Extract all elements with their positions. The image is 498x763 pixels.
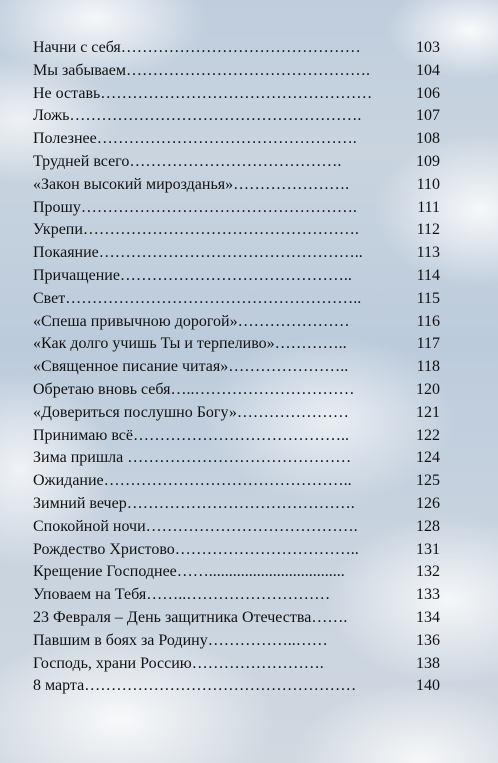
- toc-entry-title: Зимний вечер…………………………………….: [33, 494, 355, 512]
- toc-entry-page: 126: [416, 494, 440, 512]
- toc-entry-page: 120: [416, 380, 440, 398]
- toc-entry-page: 117: [416, 335, 440, 353]
- toc-entry-page: 133: [416, 586, 440, 604]
- toc-entry-page: 124: [416, 449, 440, 467]
- toc-entry-title: Спокойной ночи………………………………….: [33, 517, 358, 535]
- toc-entry-page: 113: [416, 244, 440, 262]
- toc-entry-row: [0, 60, 498, 83]
- toc-entry-title: Полезнее………………………………………….: [33, 130, 357, 148]
- toc-entry-title: «Как долго учишь Ты и терпеливо»…………..: [33, 335, 347, 353]
- toc-entry-title: Крещение Господнее……..................................: [33, 563, 345, 581]
- toc-entry-row: [0, 539, 498, 562]
- toc-entry-page: 107: [416, 107, 440, 125]
- toc-entry-row: [0, 219, 498, 242]
- toc-entry-row: [0, 105, 498, 128]
- toc-entry-row: [0, 653, 498, 676]
- toc-entry-page: 104: [416, 61, 440, 79]
- toc-entry-page: 109: [416, 152, 440, 170]
- toc-entry-title: 8 марта……………………………………………: [33, 677, 357, 695]
- toc-entry-row: [0, 470, 498, 493]
- toc-entry-page: 103: [416, 39, 440, 56]
- toc-entry-row: [0, 516, 498, 539]
- toc-entry-page: 111: [417, 198, 440, 216]
- toc-entry-title: 23 Февраля – День защитника Отечества…….: [33, 608, 348, 626]
- toc-entry-page: 114: [416, 266, 440, 284]
- toc-entry-row: [0, 242, 498, 265]
- toc-entry-row: [0, 425, 498, 448]
- toc-entry-page: 122: [416, 426, 440, 444]
- toc-entry-page: 125: [416, 472, 440, 490]
- toc-entry-title: Зима пришла ……………………………………: [33, 449, 352, 467]
- toc-entry-row: [0, 83, 498, 106]
- toc-entry-title: Рождество Христово……………………………..: [33, 540, 359, 558]
- toc-entry-page: 128: [416, 517, 440, 535]
- toc-entry-title: «Спеша привычною дорогой»…………………: [33, 312, 350, 330]
- toc-entry-row: [0, 630, 498, 653]
- toc-entry-title: Ложь……………………………………………….: [33, 107, 362, 125]
- toc-entry-page: 115: [416, 289, 440, 307]
- toc-entry-title: Павшим в боях за Родину……………..……: [33, 631, 328, 649]
- toc-entry-title: «Священное писание читая»…………………..: [33, 358, 349, 376]
- toc-entry-title: Укрепи…………………………………………….: [33, 221, 359, 239]
- toc-entry-title: Господь, храни Россию…………………….: [33, 654, 324, 672]
- toc-entry-title: Начни с себя………………………………………: [33, 39, 361, 56]
- table-of-contents: [0, 37, 498, 698]
- toc-entry-row: [0, 288, 498, 311]
- toc-entry-title: Мы забываем……………………………………….: [33, 61, 370, 79]
- toc-entry-page: 118: [416, 358, 440, 376]
- toc-entry-title: Обретаю вновь себя…..…………………………: [33, 380, 355, 398]
- toc-entry-page: 106: [416, 84, 440, 102]
- toc-entry-page: 132: [416, 563, 440, 581]
- toc-entry-row: [0, 311, 498, 334]
- toc-entry-title: Уповаем на Тебя……..………………………: [33, 586, 331, 604]
- toc-entry-page: 136: [416, 631, 440, 649]
- toc-entry-page: 110: [416, 175, 440, 193]
- toc-entry-row: [0, 584, 498, 607]
- toc-entry-title: Свет………………………………………………..: [33, 289, 362, 307]
- toc-entry-page: 138: [416, 654, 440, 672]
- toc-entry-row: [0, 333, 498, 356]
- toc-entry-title: «Закон высокий мирозданья»………………….: [33, 175, 350, 193]
- toc-entry-row: [0, 675, 498, 698]
- toc-entry-row: [0, 402, 498, 425]
- toc-entry-title: Трудней всего………………………………….: [33, 152, 342, 170]
- toc-entry-row: [0, 607, 498, 630]
- toc-entry-row: [0, 493, 498, 516]
- toc-entry-title: «Довериться послушно Богу»…………………: [33, 403, 349, 421]
- toc-entry-row: [0, 379, 498, 402]
- toc-entry-title: Прошу…………………………………………….: [33, 198, 357, 216]
- toc-entry-title: Не оставь……………………………………………: [33, 84, 373, 102]
- toc-entry-row: [0, 356, 498, 379]
- toc-entry-row: [0, 128, 498, 151]
- toc-entry-page: 131: [416, 540, 440, 558]
- toc-entry-page: 121: [416, 403, 440, 421]
- toc-entry-row: [0, 174, 498, 197]
- toc-entry-row: [0, 151, 498, 174]
- toc-entry-title: Покаяние…………………………………………..: [33, 244, 363, 262]
- toc-entry-title: Причащение……………………………………..: [33, 266, 352, 284]
- toc-entry-row: [0, 197, 498, 220]
- toc-entry-row: [0, 37, 498, 60]
- toc-entry-page: 112: [416, 221, 440, 239]
- toc-entry-row: [0, 447, 498, 470]
- toc-entry-title: Принимаю всё…………………………………..: [33, 426, 349, 444]
- toc-entry-page: 134: [416, 608, 440, 626]
- toc-entry-row: [0, 561, 498, 584]
- toc-entry-title: Ожидание………………………………………..: [33, 472, 352, 490]
- toc-entry-page: 116: [416, 312, 440, 330]
- toc-entry-page: 140: [416, 677, 440, 695]
- toc-entry-page: 108: [416, 130, 440, 148]
- toc-entry-row: [0, 265, 498, 288]
